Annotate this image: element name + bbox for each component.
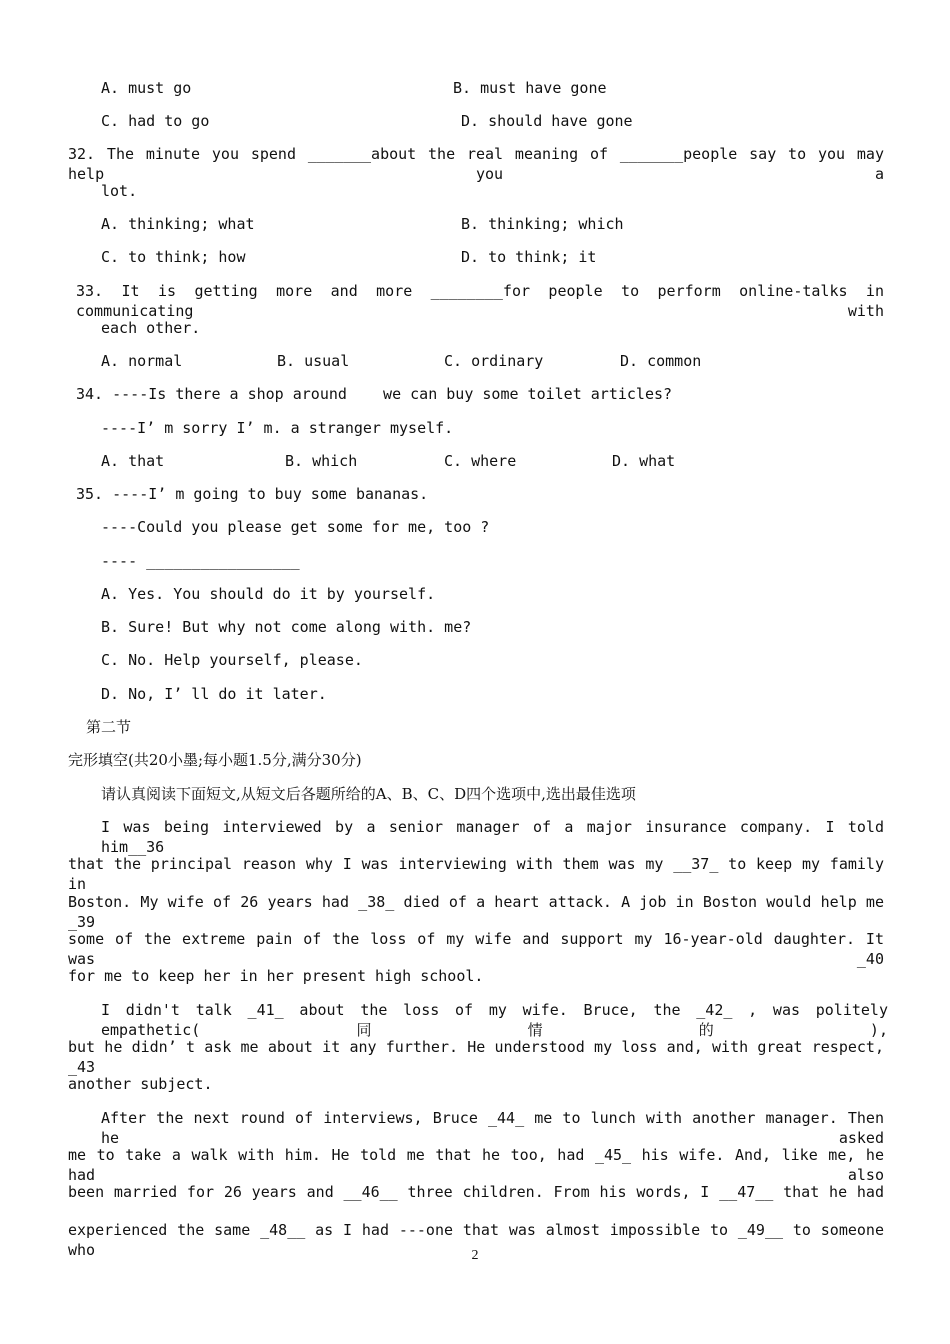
q33-option-b: B. usual bbox=[277, 352, 350, 370]
q31-option-a: A. must go bbox=[101, 79, 192, 97]
q33-option-a: A. normal bbox=[101, 352, 183, 370]
q35-option-a: A. Yes. You should do it by yourself. bbox=[101, 585, 436, 603]
passage-line-3: Boston. My wife of 26 years had _38_ died of a heart attack. A job in Boston would help me _39 bbox=[68, 893, 884, 931]
q32-option-c: C. to think; how bbox=[101, 248, 246, 266]
q34-option-d: D. what bbox=[612, 452, 676, 470]
q35-option-c: C. No. Help yourself, please. bbox=[101, 651, 363, 669]
q34-stem: 34. ----Is there a shop around we can buy some toilet articles? bbox=[76, 385, 673, 403]
q34-option-a: A. that bbox=[101, 452, 165, 470]
page-number: 2 bbox=[471, 1248, 479, 1263]
q33-stem-cont: each other. bbox=[101, 319, 201, 337]
passage-line-11: been married for 26 years and __46__ three children. From his words, I __47__ that he had bbox=[68, 1183, 884, 1201]
passage-line-1: I was being interviewed by a senior manager of a major insurance company. I told him__36 bbox=[101, 818, 884, 856]
section-instruction: 请认真阅读下面短文,从短文后各题所给的A、B、C、D四个选项中,选出最佳选项 bbox=[101, 785, 636, 803]
q34-stem-reply: ----I’ m sorry I’ m. a stranger myself. bbox=[101, 419, 454, 437]
q35-option-b: B. Sure! But why not come along with. me? bbox=[101, 618, 472, 636]
q32-stem-cont: lot. bbox=[101, 182, 138, 200]
q35-option-d: D. No, I’ ll do it later. bbox=[101, 685, 327, 703]
passage-line-10: me to take a walk with him. He told me that he too, had _45_ his wife. And, like me, he had also bbox=[68, 1146, 884, 1184]
q35-stem: 35. ----I’ m going to buy some bananas. bbox=[76, 485, 429, 503]
q32-option-a: A. thinking; what bbox=[101, 215, 255, 233]
passage-line-7: but he didn’ t ask me about it any further. He understood my loss and, with great respect, _43 bbox=[68, 1038, 884, 1076]
passage-line-5: for me to keep her in her present high school. bbox=[68, 967, 484, 985]
q32-option-b: B. thinking; which bbox=[461, 215, 624, 233]
q33-stem: 33. It is getting more and more ________for people to perform online-talks in communicating with bbox=[76, 282, 884, 320]
q32-stem: 32. The minute you spend _______about the real meaning of _______people say to you may help you a bbox=[68, 145, 884, 183]
passage-line-9: After the next round of interviews, Bruce _44_ me to lunch with another manager. Then he asked bbox=[101, 1109, 884, 1147]
q35-stem-blank: ---- _________________ bbox=[101, 552, 300, 570]
q34-option-b: B. which bbox=[285, 452, 358, 470]
passage-line-8: another subject. bbox=[68, 1075, 213, 1093]
q35-stem-request: ----Could you please get some for me, too ? bbox=[101, 518, 490, 536]
q34-option-c: C. where bbox=[444, 452, 517, 470]
q31-option-c: C. had to go bbox=[101, 112, 210, 130]
passage-line-6: I didn't talk _41_ about the loss of my wife. Bruce, the _42_ , was politely empathetic(同情的), bbox=[101, 1001, 888, 1039]
q31-option-d: D. should have gone bbox=[461, 112, 633, 130]
q31-option-b: B. must have gone bbox=[453, 79, 607, 97]
section-title: 第二节 bbox=[86, 718, 132, 736]
passage-line-4: some of the extreme pain of the loss of my wife and support my 16-year-old daughter. It was _40 bbox=[68, 930, 884, 968]
q33-option-c: C. ordinary bbox=[444, 352, 544, 370]
passage-line-12: experienced the same _48__ as I had ---one that was almost impossible to _49__ to someone who bbox=[68, 1221, 884, 1259]
section-subtitle: 完形填空(共20小墨;每小题1.5分,满分30分) bbox=[68, 751, 362, 769]
q33-option-d: D. common bbox=[620, 352, 702, 370]
passage-line-2: that the principal reason why I was interviewing with them was my __37_ to keep my family in bbox=[68, 855, 884, 893]
q32-option-d: D. to think; it bbox=[461, 248, 597, 266]
